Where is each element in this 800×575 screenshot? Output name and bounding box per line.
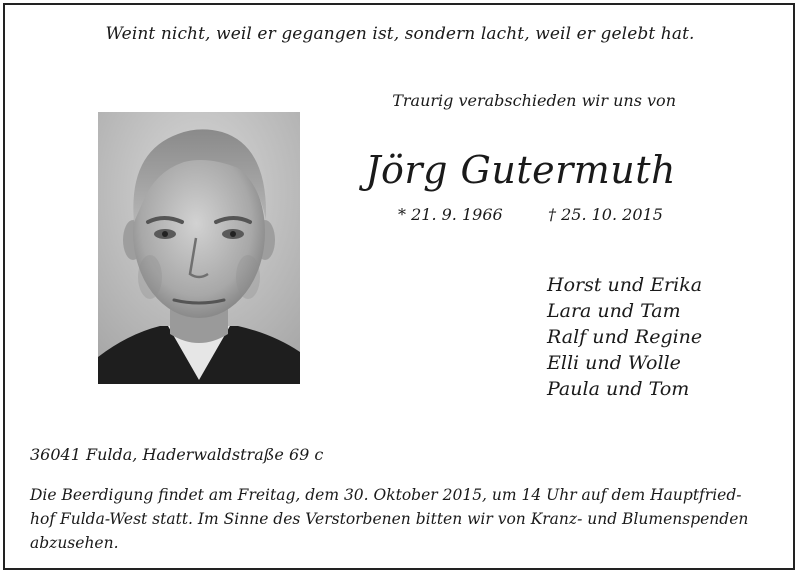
funeral-line: hof Fulda-West statt. Im Sinne des Verstorbenen bitten wir von Kranz- und Blumenspenden (30, 510, 749, 528)
deceased-name: Jörg Gutermuth (365, 148, 676, 192)
funeral-notice (30, 483, 775, 555)
mourner-item: Ralf und Regine (547, 326, 703, 348)
mourners-list (547, 272, 702, 402)
portrait-photo (98, 112, 300, 384)
mourner-item: Lara und Tam (547, 300, 681, 322)
intro-text: Traurig verabschieden wir uns von (392, 91, 676, 110)
mourner-item: Paula und Tom (547, 378, 690, 400)
funeral-line: abzusehen. (30, 534, 119, 552)
funeral-line: Die Beerdigung findet am Freitag, dem 30. Oktober 2015, um 14 Uhr auf dem Hauptfried- (30, 486, 742, 504)
birth-date: * 21. 9. 1966 (398, 205, 503, 224)
mourner-item: Horst und Erika (547, 274, 703, 296)
death-date: † 25. 10. 2015 (548, 205, 663, 224)
address-line: 36041 Fulda, Haderwaldstraße 69 c (30, 445, 324, 464)
mourner-item: Elli und Wolle (547, 352, 681, 374)
motto-text: Weint nicht, weil er gegangen ist, sondern lacht, weil er gelebt hat. (105, 24, 695, 44)
